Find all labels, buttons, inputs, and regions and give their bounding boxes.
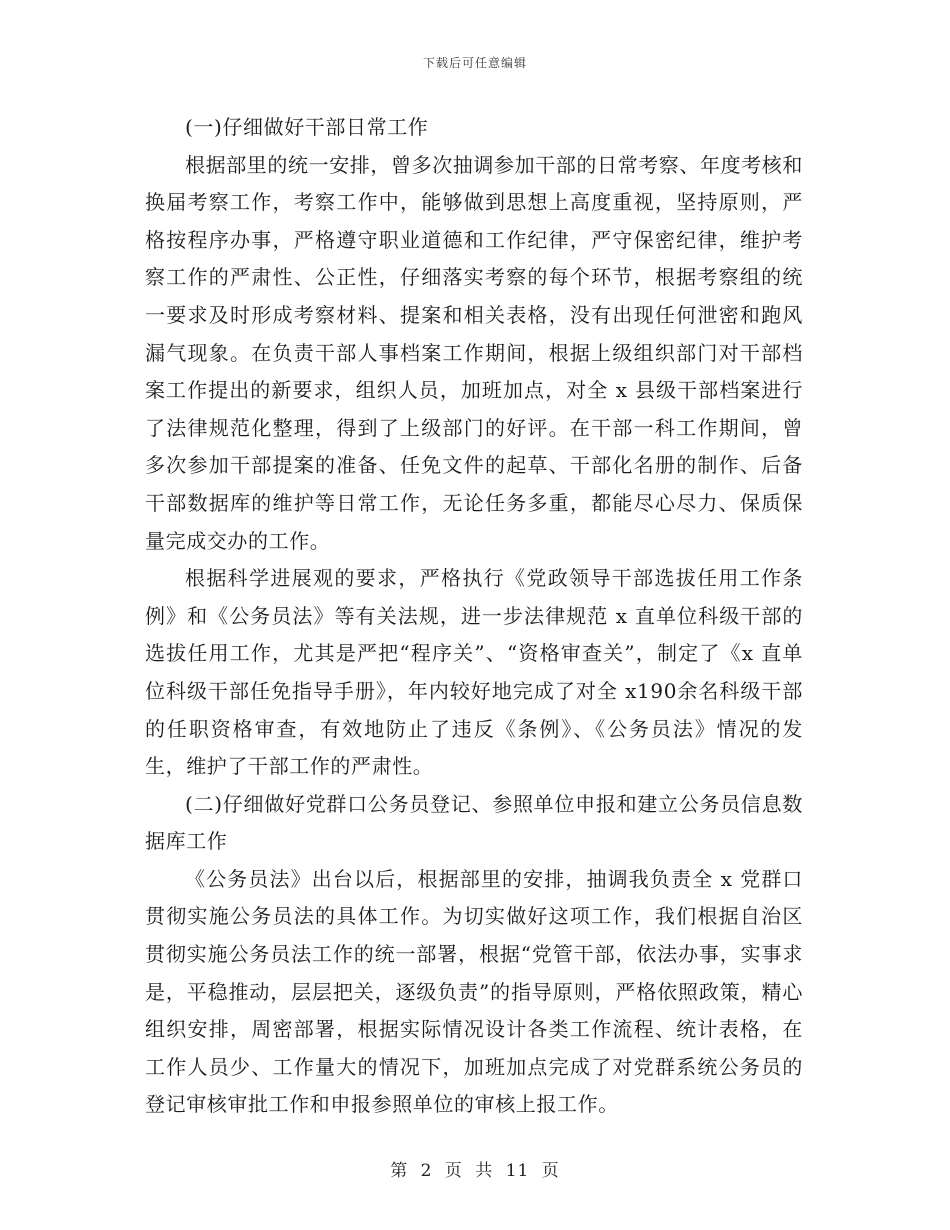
body-paragraph: 《公务员法》出台以后，根据部里的安排，抽调我负责全 x 党群口贯彻实施公务员法的具体工作。为切实做好这项工作，我们根据自治区贯彻实施公务员法工作的统一部署，根据“党管干部，依法办事，实事求是，平稳推动，层层把关，逐级负责”的指导原则，严格依照政策，精心组织安排，周密部署，根据实际情况设计各类工作流程、统计表格，在工作人员少、工作量大的情况下，加班加点完成了对党群系统公务员的登记审核审批工作和申报参照单位的审核上报工作。 — [145, 866, 803, 1117]
body-paragraph: 根据部里的统一安排，曾多次抽调参加干部的日常考察、年度考核和换届考察工作，考察工作中，能够做到思想上高度重视，坚持原则，严格按程序办事，严格遵守职业道德和工作纪律，严守保密纪律，维护考察工作的严肃性、公正性，仔细落实考察的每个环节，根据考察组的统一要求及时形成考察材料、提案和相关表格，没有出现任何泄密和跑风漏气现象。在负责干部人事档案工作期间，根据上级组织部门对干部档案工作提出的新要求，组织人员，加班加点，对全 x 县级干部档案进行了法律规范化整理，得到了上级部门的好评。在干部一科工作期间，曾多次参加干部提案的准备、任免文件的起草、干部化名册的制作、后备干部数据库的维护等日常工作，无论任务多重，都能尽心尽力、保质保量完成交办的工作。 — [145, 152, 803, 553]
body-paragraph: 根据科学进展观的要求，严格执行《党政领导干部选拔任用工作条例》和《公务员法》等有关法规，进一步法律规范 x 直单位科级干部的选拔任用工作，尤其是严把“程序关”、“资格审查关”，制定了《x 直单位科级干部任免指导手册》，年内较好地完成了对全 x190余名科级干部的任职资格审查，有效地防止了违反《条例》、《公务员法》情况的发生，维护了干部工作的严肃性。 — [145, 566, 803, 779]
document-body — [145, 109, 803, 1124]
page-number: 第 2 页 共 11 页 — [390, 1161, 560, 1181]
section-heading-2: (二)仔细做好党群口公务员登记、参照单位申报和建立公务员信息数据库工作 — [145, 791, 803, 854]
page-header-note: 下载后可任意编辑 — [422, 56, 527, 70]
section-heading-1: (一)仔细做好干部日常工作 — [185, 115, 429, 139]
